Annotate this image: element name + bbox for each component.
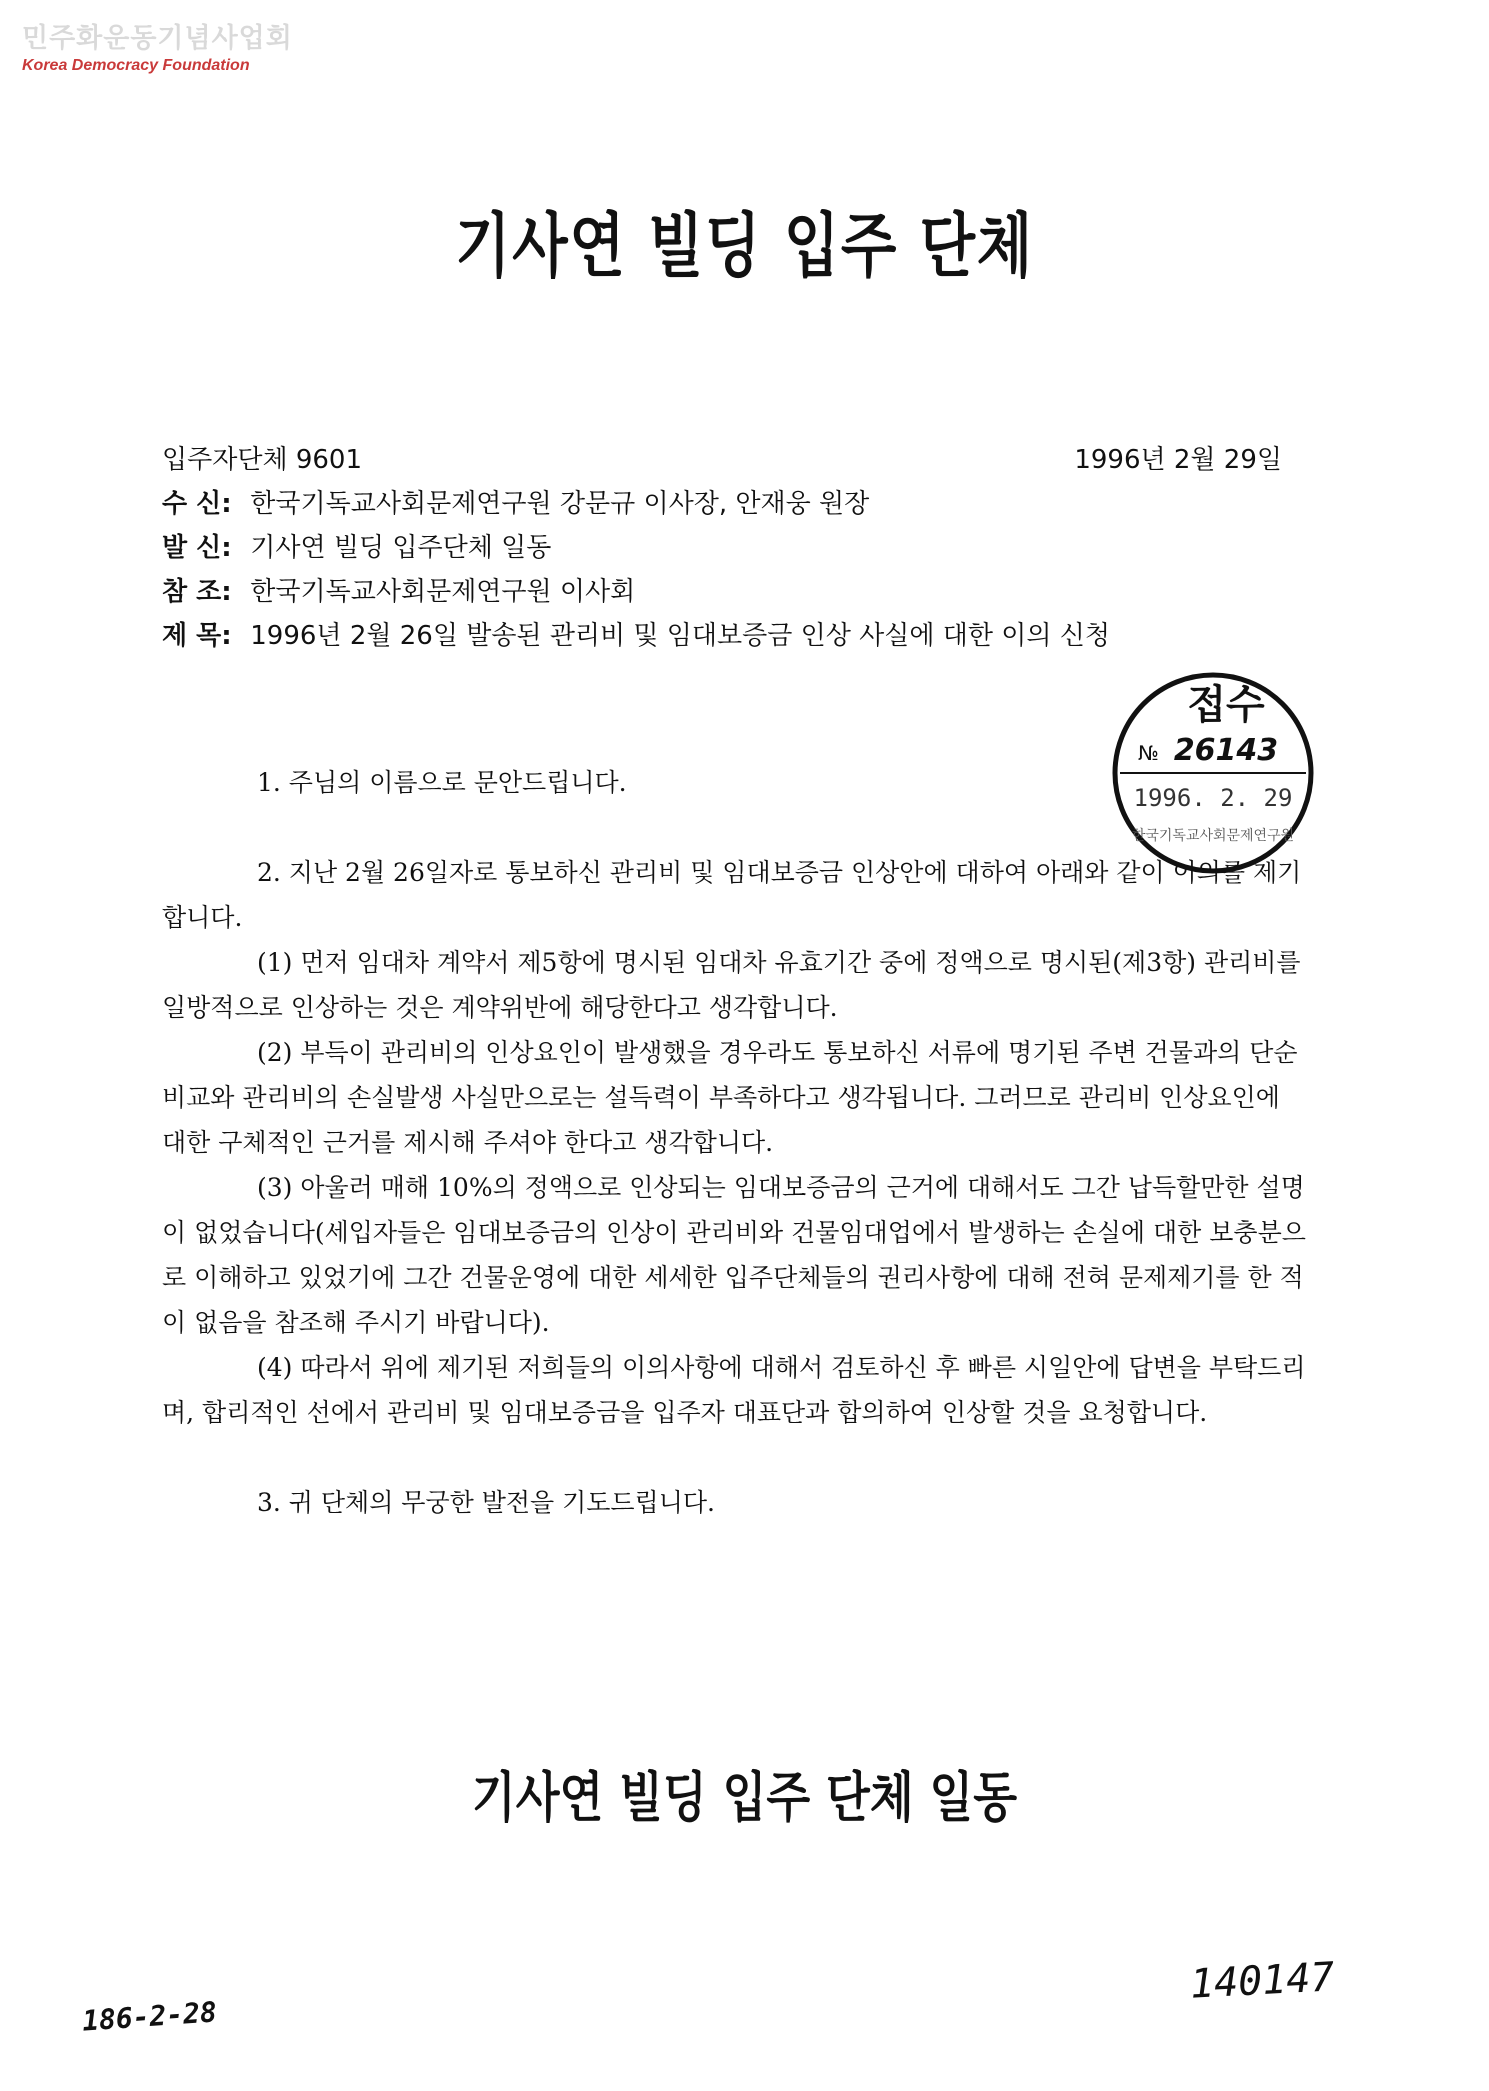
letter-body <box>162 760 1307 1525</box>
reference-row <box>162 570 1302 614</box>
sender-label: 발 신: <box>162 533 232 563</box>
document-number: 입주자단체 9601 <box>162 445 363 475</box>
paragraph-1: 1. 주님의 이름으로 문안드립니다. <box>257 768 627 797</box>
watermark-korean: 민주화운동기념사업회 <box>22 23 293 54</box>
signature: 기사연 빌딩 입주 단체 일동 <box>471 1766 1018 1829</box>
stamp-label: 접수 <box>1187 682 1265 728</box>
reference-value: 한국기독교사회문제연구원 이사회 <box>250 577 636 607</box>
document-date: 1996년 2월 29일 <box>1074 445 1282 475</box>
handwritten-code: 186-2-28 <box>81 1995 218 2038</box>
paragraph-3: 3. 귀 단체의 무궁한 발전을 기도드립니다. <box>257 1488 715 1517</box>
stamp-number-prefix: № <box>1138 741 1159 765</box>
watermark-english: Korea Democracy Foundation <box>22 57 250 74</box>
stamp-number: 26143 <box>1173 733 1279 768</box>
paragraph-2-4: (4) 따라서 위에 제기된 저희들의 이의사항에 대해서 검토하신 후 빠른 시일안에 답변을 부탁드리며, 합리적인 선에서 관리비 및 임대보증금을 입주자 대표단과 합의하여 인상할 것을 요청합니다. <box>162 1353 1306 1427</box>
paragraph-2-2: (2) 부득이 관리비의 인상요인이 발생했을 경우라도 통보하신 서류에 명기된 주변 건물과의 단순 비교와 관리비의 손실발생 사실만으로는 설득력이 부족하다고 생각됩니다. 그러므로 관리비 인상요인에 대한 구체적인 근거를 제시해 주셔야 한다고 생각합니다. <box>162 1038 1298 1157</box>
document-title: 기사연 빌딩 입주 단체 <box>455 205 1034 287</box>
stamp-organization: 한국기독교사회문제연구원 <box>1131 828 1295 844</box>
watermark <box>22 22 322 76</box>
subject-label: 제 목: <box>162 621 232 651</box>
paragraph-gap <box>162 805 1307 850</box>
reference-label: 참 조: <box>162 577 232 607</box>
subject-value: 1996년 2월 26일 발송된 관리비 및 임대보증금 인상 사실에 대한 이의 신청 <box>250 621 1110 651</box>
sender-value: 기사연 빌딩 입주단체 일동 <box>250 533 552 563</box>
subject-row <box>162 614 1302 658</box>
letter-header <box>162 438 1302 658</box>
stamp-date: 1996. 2. 29 <box>1133 784 1293 812</box>
archive-number: 140147 <box>1188 1954 1336 2008</box>
paragraph-2-3: (3) 아울러 매해 10%의 정액으로 인상되는 임대보증금의 근거에 대해서도 그간 납득할만한 설명이 없었습니다(세입자들은 임대보증금의 인상이 관리비와 건물임대업에서 발생하는 손실에 대한 보충분으로 이해하고 있었기에 그간 건물운영에 대한 세세한 입주단체들의 권리사항에 대해 전혀 문제제기를 한 적이 없음을 참조해 주시기 바랍니다). <box>162 1173 1306 1337</box>
paragraph-gap <box>162 1435 1307 1480</box>
recipient-label: 수 신: <box>162 489 232 519</box>
header-meta-row <box>162 438 1302 482</box>
recipient-value: 한국기독교사회문제연구원 강문규 이사장, 안재웅 원장 <box>250 489 870 519</box>
paragraph-2-1: (1) 먼저 임대차 계약서 제5항에 명시된 임대차 유효기간 중에 정액으로 명시된(제3항) 관리비를 일방적으로 인상하는 것은 계약위반에 해당한다고 생각합니다. <box>162 948 1301 1022</box>
sender-row <box>162 526 1302 570</box>
recipient-row <box>162 482 1302 526</box>
paragraph-2: 2. 지난 2월 26일자로 통보하신 관리비 및 임대보증금 인상안에 대하여 아래와 같이 이의를 제기합니다. <box>162 858 1302 932</box>
